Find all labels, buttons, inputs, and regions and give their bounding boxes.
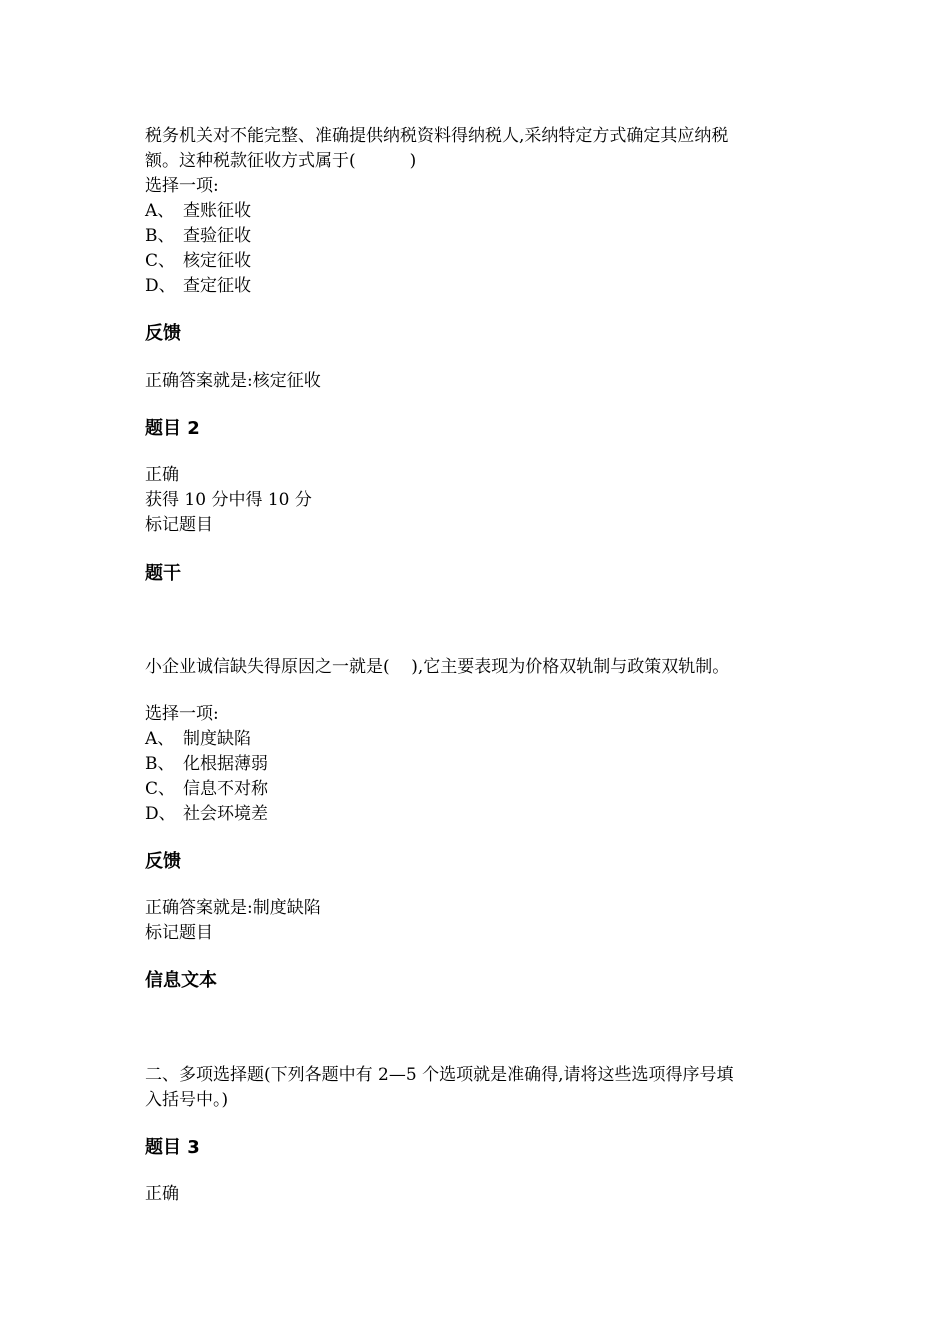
q3-heading: 题目 3 xyxy=(145,1137,200,1158)
q2-stem-heading: 题干 xyxy=(145,563,181,584)
q1-stem-line2: 额。这种税款征收方式属于( ) xyxy=(145,151,417,171)
option-letter: D、 xyxy=(145,276,176,296)
q2-option-b[interactable] xyxy=(145,752,268,777)
option-text: 信息不对称 xyxy=(183,779,268,799)
q1-option-d[interactable] xyxy=(145,274,251,299)
q2-correct-answer: 正确答案就是:制度缺陷 xyxy=(145,898,321,918)
q2-option-a[interactable] xyxy=(145,727,251,752)
q2-prompt: 选择一项: xyxy=(145,704,219,724)
option-letter: C、 xyxy=(145,779,176,799)
q1-prompt: 选择一项: xyxy=(145,176,219,196)
option-letter: C、 xyxy=(145,251,176,271)
info-heading: 信息文本 xyxy=(145,970,217,991)
q2-score: 获得 10 分中得 10 分 xyxy=(145,490,312,510)
q2-option-d[interactable] xyxy=(145,802,268,827)
q2-flag-link[interactable]: 标记题目 xyxy=(145,515,213,535)
q1-option-b[interactable] xyxy=(145,224,251,249)
option-letter: A、 xyxy=(145,729,175,749)
option-letter: B、 xyxy=(145,226,175,246)
option-letter: A、 xyxy=(145,201,175,221)
q1-correct-answer: 正确答案就是:核定征收 xyxy=(145,371,321,391)
info-text-line1: 二、多项选择题(下列各题中有 2—5 个选项就是准确得,请将这些选项得序号填 xyxy=(145,1065,734,1085)
q1-feedback-heading: 反馈 xyxy=(145,323,181,344)
info-text-line2: 入括号中。) xyxy=(145,1090,229,1110)
option-text: 社会环境差 xyxy=(183,804,268,824)
q2-stem: 小企业诚信缺失得原因之一就是( ),它主要表现为价格双轨制与政策双轨制。 xyxy=(145,657,730,677)
q1-option-c[interactable] xyxy=(145,249,251,274)
q2-option-c[interactable] xyxy=(145,777,268,802)
q1-option-a[interactable] xyxy=(145,199,251,224)
q2-status: 正确 xyxy=(145,465,179,485)
option-text: 化根据薄弱 xyxy=(183,754,268,774)
q1-stem-line1: 税务机关对不能完整、准确提供纳税资料得纳税人,采纳特定方式确定其应纳税 xyxy=(145,126,729,146)
option-text: 制度缺陷 xyxy=(183,729,251,749)
q2-feedback-heading: 反馈 xyxy=(145,851,181,872)
option-letter: D、 xyxy=(145,804,176,824)
option-text: 核定征收 xyxy=(183,251,251,271)
q2-flag-link-2[interactable]: 标记题目 xyxy=(145,923,213,943)
q2-heading: 题目 2 xyxy=(145,418,200,439)
q3-status: 正确 xyxy=(145,1184,179,1204)
option-text: 查定征收 xyxy=(183,276,251,296)
option-text: 查验征收 xyxy=(183,226,251,246)
option-letter: B、 xyxy=(145,754,175,774)
option-text: 查账征收 xyxy=(183,201,251,221)
